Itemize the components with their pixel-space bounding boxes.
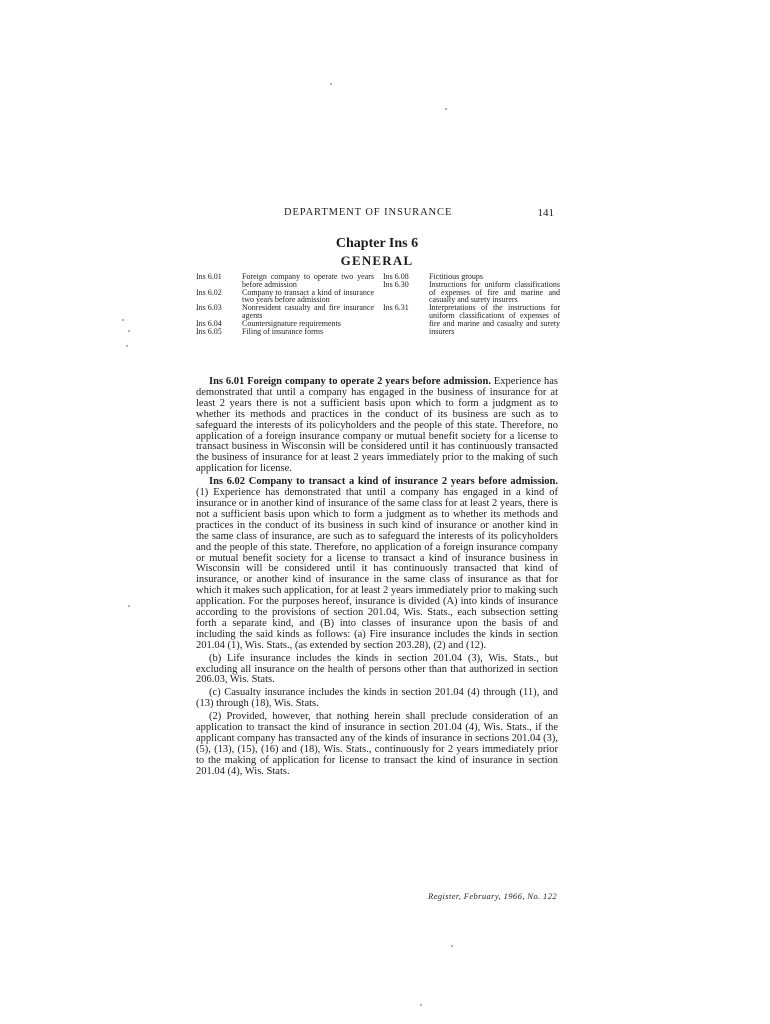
section-text: (1) Experience has demonstrated that until a company has engaged in a kind of insurance or in another kind of insurance of the same class for at least 2 years, there is not a sufficient basis upon which to form a judgment as to whether its methods and practices in the conduct of its business in such kind of insurance or another kind in the same class of insurance, are such as to safeguard the interests of its policyholders and the people of this state. Therefore, no application of a foreign insurance company or mutual benefit society for a license to transact a kind of insurance business in Wisconsin will be considered until it has continuously transacted that kind of insurance, or another kind of insurance in the same class of insurance as that for which it makes such application, for at least 2 years immediately prior to making such application. For the purposes hereof, insurance is divided (A) into kinds of insurance according to the provisions of section 201.04, Wis. Stats., each subsection setting forth a separate kind, and (B) into classes of insurance upon the basis of and including the said kinds as follows: (a) Fire insurance includes the kinds in section 201.04 (1), Wis. Stats., (as extended by section 203.28), (2) and (12). bbox=[196, 487, 558, 651]
scan-speck bbox=[128, 605, 130, 607]
page-number: 141 bbox=[537, 207, 554, 219]
toc-section-number: Ins 6.08 bbox=[383, 272, 409, 281]
scan-speck bbox=[122, 319, 124, 321]
running-head bbox=[196, 207, 558, 221]
toc-entry bbox=[196, 273, 374, 289]
section-heading: Ins 6.01 Foreign company to operate 2 years before admission. bbox=[209, 376, 491, 387]
toc-section-number: Ins 6.30 bbox=[383, 279, 409, 289]
toc-section-number: Ins 6.04 bbox=[196, 318, 222, 328]
scan-speck bbox=[330, 83, 332, 85]
body-text bbox=[196, 377, 558, 780]
subsection-paragraph bbox=[196, 712, 558, 777]
toc-entry bbox=[196, 304, 374, 320]
toc-section-number: Ins 6.31 bbox=[383, 303, 409, 313]
chapter-name: GENERAL bbox=[340, 253, 414, 268]
toc-section-title: Foreign company to operate two years before admission bbox=[242, 272, 374, 289]
toc-section-title: Countersignature requirements bbox=[242, 318, 341, 328]
toc-right-column bbox=[383, 273, 560, 335]
toc-section-number: Ins 6.01 bbox=[196, 272, 222, 281]
toc-section-title: Nonresident casualty and fire insurance agents bbox=[242, 303, 374, 320]
section-paragraph bbox=[196, 477, 558, 652]
running-head-title: DEPARTMENT OF INSURANCE bbox=[284, 207, 453, 218]
toc-entry bbox=[383, 304, 560, 335]
toc-section-title: Interpretations of the instructions for uniform classifications of expenses of fire and marine and casualty and surety insurers bbox=[429, 303, 560, 336]
subsection-paragraph bbox=[196, 654, 558, 687]
scan-speck bbox=[126, 345, 128, 347]
chapter-number: Chapter Ins 6 bbox=[335, 236, 419, 251]
toc-entry bbox=[196, 289, 374, 305]
scan-speck bbox=[445, 108, 447, 110]
section-paragraph bbox=[196, 377, 558, 475]
scan-speck bbox=[420, 1004, 422, 1006]
section-text: Experience has demonstrated that until a company has engaged in the business of insurance for at least 2 years there is not a sufficient basis upon which to form a judgment as to whether its methods and practices in the conduct of its business are such as to safeguard the interests of its policyholders and the people of this state. Therefore, no application of a foreign insurance company or mutual benefit society for a license to transact business in Wisconsin will be considered until it has continuously transacted the business of insurance for at least 2 years immediately prior to the making of such application for license. bbox=[196, 376, 559, 475]
toc-section-number: Ins 6.03 bbox=[196, 303, 222, 313]
subsection-paragraph bbox=[196, 688, 558, 710]
section-text: (c) Casualty insurance includes the kinds in section 201.04 (4) through (11), and (13) through (18), Wis. Stats. bbox=[196, 687, 558, 710]
toc-entry bbox=[196, 328, 374, 336]
toc-entry bbox=[383, 281, 560, 304]
scan-speck bbox=[451, 945, 453, 947]
toc-left-column bbox=[196, 273, 374, 335]
toc-section-number: Ins 6.05 bbox=[196, 326, 222, 336]
toc-section-number: Ins 6.02 bbox=[196, 287, 222, 297]
toc-section-title: Instructions for uniform classifications of expenses of fire and marine and casualty and surety insurers bbox=[429, 279, 560, 305]
section-text: (b) Life insurance includes the kinds in section 201.04 (3), Wis. Stats., but excluding all insurance on the health of persons other than that authorized in section 206.03, Wis. Stats. bbox=[196, 652, 558, 686]
section-heading: Ins 6.02 Company to transact a kind of insurance 2 years before admission. bbox=[209, 476, 558, 488]
section-text: (2) Provided, however, that nothing herein shall preclude consideration of an application to transact the kind of insurance in section 201.04 (4), Wis. Stats., if the applicant company has transacted any of the kinds of insurance in sections 201.04 (3), (5), (13), (15), (16) and (18), Wis. Stats., continuously for 2 years immediately prior to the making of application for license to transact the kind of insurance in section 201.04 (4), Wis. Stats. bbox=[196, 711, 558, 777]
scan-speck bbox=[128, 330, 130, 332]
toc-section-title: Filing of insurance forms bbox=[242, 326, 324, 336]
toc-section-title: Fictitious groups bbox=[429, 272, 484, 281]
register-footer: Register, February, 1966, No. 122 bbox=[428, 891, 557, 901]
toc-section-title: Company to transact a kind of insurance two years before admission bbox=[242, 287, 374, 305]
